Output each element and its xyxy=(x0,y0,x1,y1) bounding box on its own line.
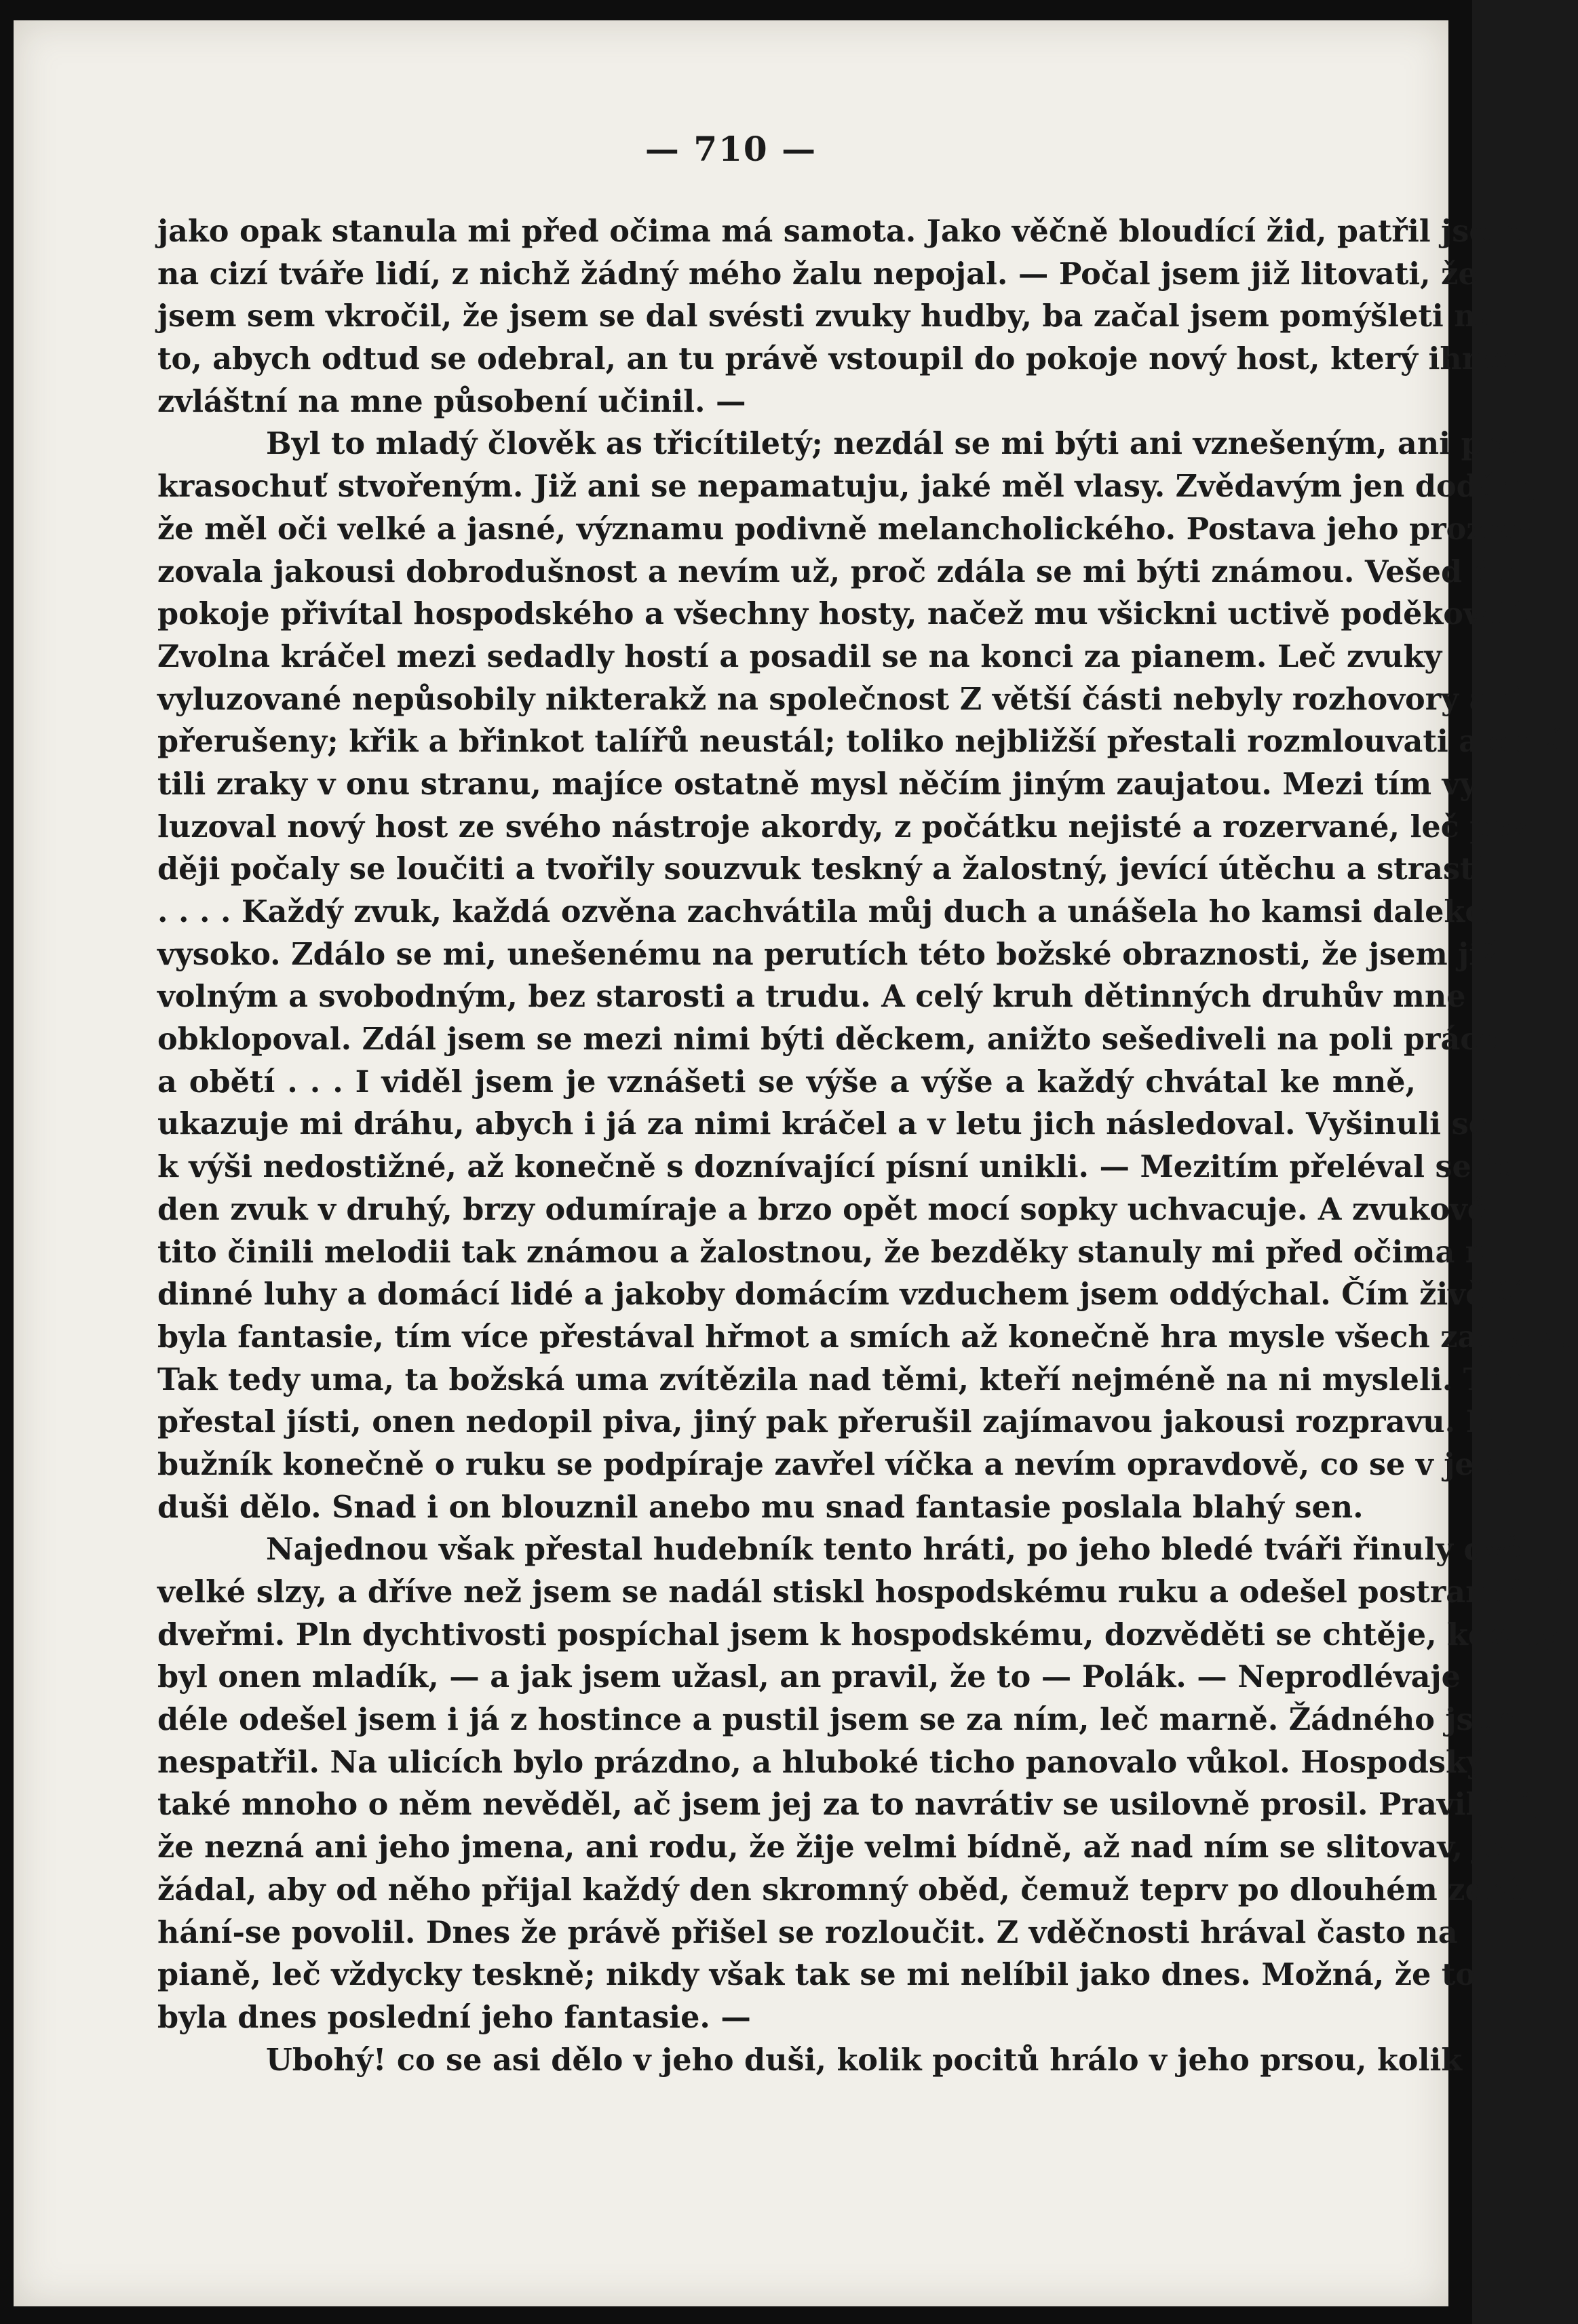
text-line: přestal jísti, onen nedopil piva, jiný pak přerušil zajímavou jakousi rozpravu. La- xyxy=(157,1404,1520,1440)
text-line: obklopoval. Zdál jsem se mezi nimi býti děckem, anižto sešediveli na poli práce xyxy=(157,1022,1498,1058)
text-line: ukazuje mi dráhu, abych i já za nimi kráčel a v letu jich následoval. Vyšinuli se xyxy=(157,1106,1488,1142)
text-line: nespatřil. Na ulicích bylo prázdno, a hluboké ticho panovalo vůkol. Hospodský xyxy=(157,1744,1484,1780)
text-line: byla dnes poslední jeho fantasie. — xyxy=(157,1999,751,2035)
text-line: Byl to mladý člověk as třicítiletý; nezdál se mi býti ani vznešeným, ani pro xyxy=(266,426,1518,462)
text-line: byla fantasie, tím více přestával hřmot a smích až konečně hra mysle všech zaujala. xyxy=(157,1319,1571,1355)
text-line: bužník konečně o ruku se podpíraje zavřel víčka a nevím opravdově, co se v jeho xyxy=(157,1446,1516,1482)
text-line: Najednou však přestal hudebník tento hráti, po jeho bledé tváři řinuly dvě xyxy=(266,1532,1522,1568)
text-line: hání-se povolil. Dnes že právě přišel se rozloučit. Z vděčnosti hrával často na xyxy=(157,1914,1458,1950)
text-line: a obětí . . . I viděl jsem je vznášeti se výše a výše a každý chvátal ke mně, xyxy=(157,1064,1416,1100)
text-line: vysoko. Zdálo se mi, unešenému na perutích této božské obraznosti, že jsem již xyxy=(157,936,1498,972)
text-line: vyluzované nepůsobily nikterakž na společnost Z větší části nebyly rozhovory ani xyxy=(157,681,1522,717)
text-line: tito činili melodii tak známou a žalostnou, že bezděky stanuly mi před očima ro- xyxy=(157,1234,1514,1270)
text-line: to, abych odtud se odebral, an tu právě vstoupil do pokoje nový host, který ihned xyxy=(157,341,1524,377)
text-line: jako opak stanula mi před očima má samota. Jako věčně bloudící žid, patřil jsem xyxy=(157,214,1520,249)
book-page xyxy=(14,20,1578,2306)
text-line: zovala jakousi dobrodušnost a nevím už, proč zdála se mi býti známou. Vešed do xyxy=(157,554,1514,589)
text-line: ději počaly se loučiti a tvořily souzvuk teskný a žalostný, jevící útěchu a strasti xyxy=(157,851,1486,887)
text-line: dveřmi. Pln dychtivosti pospíchal jsem k hospodskému, dozvěděti se chtěje, kdo by xyxy=(157,1616,1559,1652)
text-line: byl onen mladík, — a jak jsem užasl, an pravil, že to — Polák. — Neprodlévaje xyxy=(157,1659,1461,1695)
text-line: že měl oči velké a jasné, významu podivně melancholického. Postava jeho prozra- xyxy=(157,511,1532,547)
text-line: tili zraky v onu stranu, majíce ostatně mysl něčím jiným zaujatou. Mezi tím vy- xyxy=(157,766,1490,802)
text-line: luzoval nový host ze svého nástroje akordy, z počátku nejisté a rozervané, leč poz- xyxy=(157,809,1541,845)
text-line: Tak tedy uma, ta božská uma zvítězila nad těmi, kteří nejméně na ni mysleli. Ten xyxy=(157,1361,1524,1397)
text-line: den zvuk v druhý, brzy odumíraje a brzo opět mocí sopky uchvacuje. A zvukové xyxy=(157,1191,1487,1227)
text-line: krasochuť stvořeným. Již ani se nepamatuju, jaké měl vlasy. Zvědavým jen dodám, xyxy=(157,469,1540,505)
text-line: dinné luhy a domácí lidé a jakoby domácím vzduchem jsem oddýchal. Čím živější xyxy=(157,1277,1524,1313)
text-line: . . . . Každý zvuk, každá ozvěna zachvátila můj duch a unášela ho kamsi daleko, xyxy=(157,894,1496,929)
text-line: Ubohý! co se asi dělo v jeho duši, kolik pocitů hrálo v jeho prsou, kolik xyxy=(266,2042,1463,2078)
text-line: na cizí tváře lidí, z nichž žádný mého žalu nepojal. — Počal jsem již litovati, že xyxy=(157,256,1478,292)
text-line: pokoje přivítal hospodského a všechny hosty, načež mu všickni uctivě poděkovali. xyxy=(157,596,1534,632)
text-line: také mnoho o něm nevěděl, ač jsem jej za to navrátiv se usilovně prosil. Pravil mi, xyxy=(157,1787,1542,1823)
text-line: duši dělo. Snad i on blouznil anebo mu snad fantasie poslala blahý sen. xyxy=(157,1489,1364,1525)
text-line: pianě, leč vždycky teskně; nikdy však tak se mi nelíbil jako dnes. Možná, že to xyxy=(157,1957,1476,1993)
text-line: jsem sem vkročil, že jsem se dal svésti zvuky hudby, ba začal jsem pomýšleti na xyxy=(157,298,1496,334)
text-line: volným a svobodným, bez starosti a trudu. A celý kruh dětinných druhův mne xyxy=(157,979,1466,1015)
text-line: déle odešel jsem i já z hostince a pustil jsem se za ním, leč marně. Žádného jsem xyxy=(157,1702,1524,1738)
text-line: velké slzy, a dříve než jsem se nadál stiskl hospodskému ruku a odešel postranními xyxy=(157,1574,1564,1610)
body-text xyxy=(157,210,1578,2081)
text-line: k výši nedostižné, až konečně s doznívající písní unikli. — Mezitím přeléval se je- xyxy=(157,1149,1525,1185)
text-line: že nezná ani jeho jmena, ani rodu, že žije velmi bídně, až nad ním se slitovav, jej xyxy=(157,1829,1515,1865)
text-line: přerušeny; křik a břinkot talířů neustál; toliko nejbližší přestali rozmlouvati a obrá- xyxy=(157,724,1578,760)
text-line: zvláštní na mne působení učinil. — xyxy=(157,383,746,419)
text-line: žádal, aby od něho přijal každý den skromný oběd, čemuž teprv po dlouhém zdrá- xyxy=(157,1872,1535,1907)
text-line: Zvolna kráčel mezi sedadly hostí a posadil se na konci za pianem. Leč zvuky xyxy=(157,638,1442,674)
page-number: — 710 — xyxy=(644,129,817,169)
